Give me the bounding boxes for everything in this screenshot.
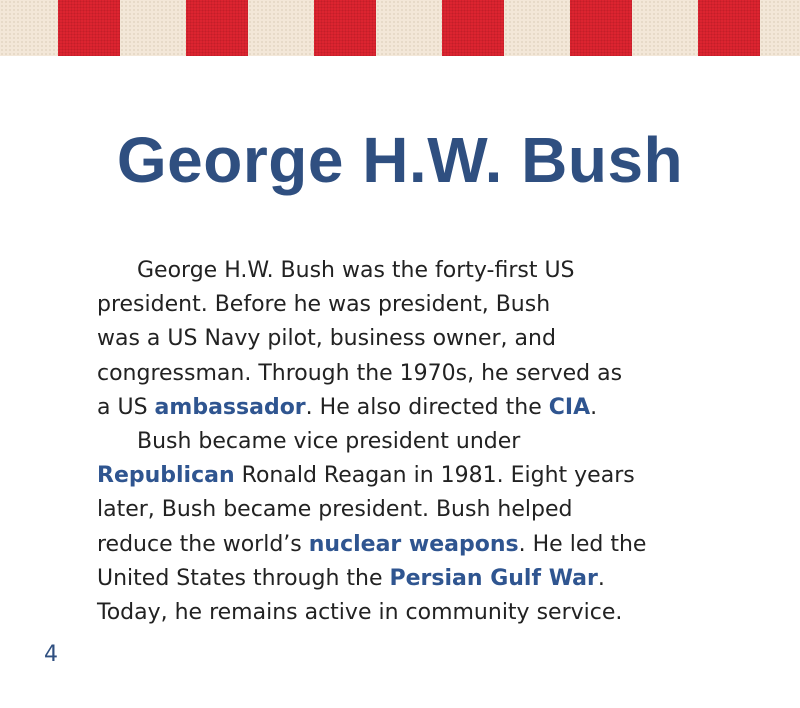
page-number: 4 xyxy=(44,642,58,667)
text-segment: United States through the xyxy=(97,565,390,591)
glossary-term-persian-gulf-war: Persian Gulf War xyxy=(389,565,598,591)
text-segment: later, Bush became president. Bush helped xyxy=(97,497,573,523)
decorative-stripe-banner xyxy=(0,0,800,56)
text-line xyxy=(97,562,697,596)
text-segment: . xyxy=(597,565,605,591)
text-line xyxy=(97,459,697,493)
glossary-term-cia: CIA xyxy=(548,394,591,420)
red-stripe xyxy=(314,0,376,56)
body-text xyxy=(97,254,697,630)
text-segment: reduce the world’s xyxy=(97,531,309,557)
text-segment: . He led the xyxy=(518,531,647,557)
red-stripe xyxy=(186,0,248,56)
text-segment: George H.W. Bush was the forty-first US xyxy=(137,258,575,283)
text-segment: Bush became vice president under xyxy=(137,429,521,455)
red-stripe xyxy=(570,0,632,56)
text-line xyxy=(97,425,697,459)
text-segment: was a US Navy pilot, business owner, and xyxy=(97,326,556,352)
text-segment: a US xyxy=(97,394,155,420)
page-title: George H.W. Bush xyxy=(116,124,684,196)
text-segment: . xyxy=(590,394,598,420)
text-line xyxy=(97,493,697,527)
red-stripe xyxy=(58,0,120,56)
text-segment: . He also directed the xyxy=(305,394,549,420)
text-line xyxy=(97,528,697,562)
text-line xyxy=(97,357,697,391)
red-stripe xyxy=(442,0,504,56)
text-segment: congressman. Through the 1970s, he served as xyxy=(97,360,623,386)
text-line xyxy=(97,288,697,322)
text-line xyxy=(97,322,697,356)
glossary-term-nuclear-weapons: nuclear weapons xyxy=(308,531,519,557)
text-segment: Ronald Reagan in 1981. Eight years xyxy=(234,463,635,489)
glossary-term-ambassador: ambassador xyxy=(154,394,306,420)
glossary-term-republican: Republican xyxy=(97,463,235,489)
text-segment: Today, he remains active in community service. xyxy=(97,600,623,626)
red-stripe xyxy=(698,0,760,56)
text-line xyxy=(97,596,697,630)
text-line xyxy=(97,254,697,288)
text-segment: president. Before he was president, Bush xyxy=(97,292,551,318)
text-line xyxy=(97,391,697,425)
